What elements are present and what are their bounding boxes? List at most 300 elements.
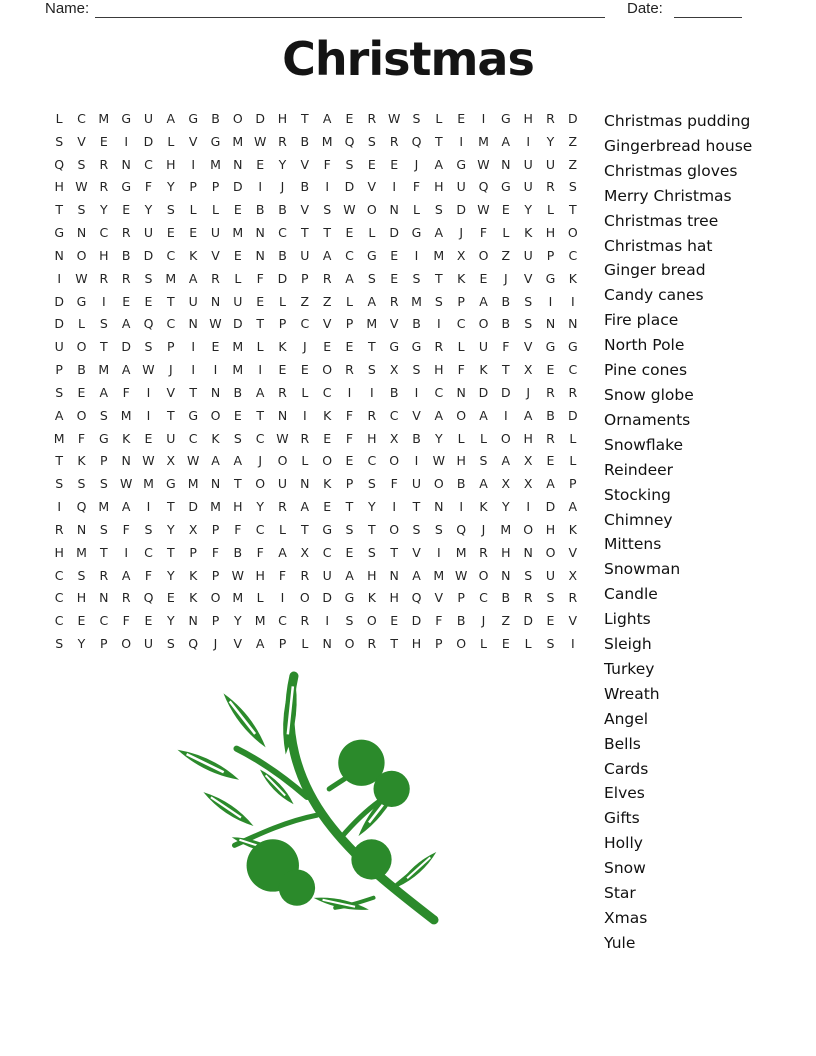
grid-letter: R [99,567,109,583]
grid-letter: J [503,270,508,286]
grid-letter: Y [234,613,242,629]
grid-letter: A [479,293,488,309]
grid-letter: N [501,567,511,583]
grid-letter: C [166,316,176,332]
grid-letter: D [143,247,154,263]
grid-letter: N [456,384,466,400]
grid-letter: G [456,156,466,172]
grid-letter: A [322,110,332,126]
grid-letter: A [501,133,511,149]
grid-letter: L [346,293,353,309]
grid-letter: Y [144,202,153,218]
grid-letter: N [121,156,131,172]
grid-letter: C [345,247,354,263]
grid-letter: O [344,636,355,652]
grid-letter: S [367,544,376,560]
olive-branch-icon [168,668,440,930]
grid-letter: N [188,316,198,332]
grid-letter: N [76,225,87,241]
grid-letter: U [143,225,154,241]
grid-letter: C [367,453,377,469]
grid-letter: X [523,476,533,492]
grid-letter: P [211,179,220,195]
grid-letter: Q [188,636,199,652]
grid-letter: V [367,179,377,195]
grid-letter: O [366,613,377,629]
grid-letter: I [414,384,419,400]
grid-letter: D [121,339,131,355]
grid-letter: Q [411,590,422,606]
grid-letter: I [481,110,486,126]
grid-letter: O [366,202,377,218]
grid-letter: N [523,544,533,560]
grid-letter: R [345,362,354,378]
grid-letter: Y [278,156,287,172]
grid-letter: T [301,521,309,537]
grid-letter: M [232,225,244,241]
grid-letter: I [436,316,441,332]
grid-letter: X [568,567,578,583]
grid-letter: U [456,179,466,195]
grid-letter: Y [368,499,376,515]
grid-letter: S [546,590,555,606]
grid-letter: A [255,636,265,652]
grid-letter: L [301,636,309,652]
grid-letter: H [434,179,444,195]
grid-letter: S [55,636,64,652]
grid-letter: S [99,407,108,423]
grid-letter: H [523,430,533,446]
grid-letter: B [233,544,243,560]
grid-letter: X [300,544,310,560]
grid-letter: S [479,453,488,469]
word-list-item: Gifts [604,809,640,828]
grid-letter: U [188,293,198,309]
grid-letter: M [232,133,244,149]
grid-letter: H [434,362,444,378]
grid-letter: M [210,499,221,515]
grid-letter: I [325,613,329,629]
grid-letter: A [121,567,131,583]
grid-letter: R [367,110,377,126]
grid-letter: I [191,339,195,355]
grid-letter: I [146,499,151,515]
grid-letter: A [322,247,332,263]
grid-letter: S [233,430,242,446]
word-list-item: Yule [604,933,636,952]
word-list-item: Wreath [604,684,660,703]
grid-letter: Q [143,316,154,332]
grid-letter: I [280,590,285,606]
grid-letter: H [367,430,377,446]
grid-letter: V [389,316,399,332]
grid-letter: A [121,362,131,378]
grid-letter: E [390,156,399,172]
word-list-item: Angel [604,709,649,728]
grid-letter: D [411,613,422,629]
word-list-item: Snowman [604,560,681,579]
word-list-item: Christmas tree [604,211,719,230]
grid-letter: S [546,636,555,652]
grid-letter: S [55,476,64,492]
word-list-item: Christmas pudding [604,112,751,130]
grid-letter: C [144,544,153,560]
grid-letter: L [524,636,532,652]
grid-letter: S [434,521,443,537]
grid-letter: C [144,156,153,172]
grid-letter: B [456,476,466,492]
grid-letter: L [234,270,242,286]
grid-letter: P [435,636,443,652]
grid-letter: E [278,362,287,378]
grid-letter: P [546,247,555,263]
grid-letter: C [54,567,64,583]
grid-letter: E [345,544,354,560]
grid-letter: K [479,362,488,378]
grid-letter: U [54,339,64,355]
puzzle-title: Christmas [282,32,534,86]
grid-letter: I [302,407,307,423]
word-list-item: Cards [604,759,649,778]
grid-letter: I [325,179,329,195]
grid-letter: M [411,293,422,309]
grid-letter: H [501,544,511,560]
grid-letter: H [166,156,176,172]
grid-letter: C [568,362,578,378]
grid-letter: E [546,613,555,629]
grid-letter: O [322,453,333,469]
grid-letter: G [54,225,64,241]
grid-letter: I [436,544,441,560]
grid-letter: I [347,384,352,400]
grid-letter: Y [256,499,264,515]
grid-letter: H [277,110,288,126]
grid-letter: B [278,247,287,263]
grid-letter: N [210,476,221,492]
grid-letter: S [412,270,421,286]
grid-letter: T [189,384,197,400]
grid-letter: X [523,453,533,469]
grid-letter: E [345,225,354,241]
grid-letter: D [389,225,399,241]
word-list-item: Gingerbread house [604,136,753,155]
grid-letter: A [300,499,310,515]
grid-letter: V [568,613,578,629]
grid-letter: O [277,453,288,469]
date-blank-line [674,2,742,18]
grid-letter: P [211,521,220,537]
grid-letter: V [211,247,220,263]
grid-letter: A [233,453,243,469]
grid-letter: R [568,384,578,400]
grid-letter: P [211,567,220,583]
grid-letter: X [389,430,399,446]
word-list-item: Lights [604,610,651,629]
grid-letter: A [479,476,488,492]
grid-letter: C [166,247,176,263]
grid-letter: E [323,430,332,446]
grid-letter: D [54,316,64,332]
grid-letter: I [548,293,553,309]
grid-letter: K [189,590,198,606]
grid-letter: E [144,293,153,309]
name-blank-line [95,2,605,18]
grid-letter: E [122,293,131,309]
name-label: Name: [45,0,90,17]
grid-letter: T [301,110,309,126]
grid-letter: W [432,453,446,469]
grid-letter: I [57,270,61,286]
grid-letter: Y [435,430,443,446]
grid-letter: Y [546,133,555,149]
grid-letter: V [523,270,533,286]
grid-letter: C [322,544,332,560]
grid-letter: T [412,499,421,515]
grid-letter: N [121,453,131,469]
grid-letter: P [457,293,465,309]
grid-letter: N [255,225,265,241]
word-list-item: Xmas [604,909,648,927]
grid-letter: G [210,133,221,149]
grid-letter: D [54,293,64,309]
word-list-item: Snow [604,859,646,878]
grid-letter: L [301,453,309,469]
grid-letter: M [98,110,110,126]
grid-letter: N [545,316,556,332]
grid-letter: T [234,476,242,492]
grid-letter: M [321,133,333,149]
grid-letter: E [345,453,354,469]
grid-letter: A [434,225,444,241]
grid-letter: E [501,636,510,652]
grid-letter: U [523,156,533,172]
grid-letter: H [233,499,243,515]
grid-letter: N [188,613,198,629]
grid-letter: R [546,179,555,195]
grid-letter: D [322,590,332,606]
grid-letter: X [188,521,198,537]
grid-letter: S [166,202,175,218]
grid-letter: W [276,430,289,446]
grid-letter: S [524,293,533,309]
grid-letter: V [412,544,421,560]
grid-letter: K [479,499,488,515]
grid-letter: H [54,179,64,195]
grid-letter: I [146,384,151,400]
grid-letter: J [481,613,486,629]
grid-letter: C [77,110,86,126]
grid-letter: U [322,567,332,583]
grid-letter: F [390,476,398,492]
grid-letter: M [455,544,467,560]
grid-letter: S [434,202,443,218]
grid-letter: L [167,133,175,149]
grid-letter: G [188,110,198,126]
grid-letter: N [389,567,399,583]
grid-letter: W [119,476,133,492]
grid-letter: G [165,476,176,492]
grid-letter: R [322,270,332,286]
grid-letter: E [300,362,309,378]
grid-letter: M [433,247,445,263]
grid-letter: I [392,179,396,195]
grid-letter: W [75,179,88,195]
grid-letter: C [479,590,488,606]
grid-letter: L [189,202,197,218]
grid-letter: H [99,247,109,263]
grid-letter: H [76,590,87,606]
grid-letter: S [144,521,153,537]
grid-letter: V [434,590,444,606]
grid-letter: C [278,225,287,241]
grid-letter: Y [77,636,86,652]
grid-letter: G [500,179,511,195]
grid-letter: W [142,362,155,378]
grid-letter: G [344,590,355,606]
grid-letter: S [144,339,153,355]
grid-letter: B [211,110,220,126]
grid-letter: B [121,247,131,263]
grid-letter: B [233,384,243,400]
grid-letter: A [121,316,131,332]
grid-letter: T [368,521,376,537]
grid-letter: N [233,156,243,172]
grid-letter: P [301,270,309,286]
grid-letter: J [280,179,285,195]
grid-letter: P [100,453,108,469]
grid-letter: Q [143,590,154,606]
grid-letter: U [478,339,489,355]
word-list-item: Turkey [604,659,655,678]
grid-letter: B [300,179,310,195]
grid-letter: K [323,407,332,423]
grid-letter: L [256,590,264,606]
grid-letter: I [526,133,530,149]
grid-letter: D [523,613,533,629]
grid-letter: O [232,110,243,126]
grid-letter: S [412,521,421,537]
grid-letter: F [345,407,354,423]
grid-letter: P [211,613,220,629]
grid-letter: H [545,521,556,537]
grid-letter: D [545,499,556,515]
grid-letter: T [100,544,108,560]
grid-letter: G [121,110,131,126]
grid-letter: T [55,202,63,218]
grid-letter: I [459,499,463,515]
grid-letter: T [167,407,175,423]
grid-letter: A [412,567,421,583]
grid-letter: M [120,407,132,423]
word-search-grid [48,107,584,655]
grid-letter: C [278,613,287,629]
grid-letter: B [412,316,421,332]
grid-letter: E [323,339,332,355]
grid-letter: O [121,636,132,652]
grid-letter: S [77,202,86,218]
grid-letter: G [76,293,87,309]
grid-letter: R [99,270,109,286]
grid-letter: N [76,521,87,537]
grid-letter: I [258,362,262,378]
grid-letter: O [210,590,221,606]
grid-letter: A [434,407,444,423]
grid-letter: R [546,110,555,126]
grid-letter: R [99,156,109,172]
grid-letter: A [278,544,287,560]
date-label: Date: [627,0,663,17]
grid-letter: U [143,110,154,126]
grid-letter: D [255,110,265,126]
grid-letter: H [411,636,422,652]
grid-letter: N [277,407,288,423]
grid-letter: F [412,179,421,195]
word-list-item: Elves [604,784,645,803]
grid-letter: N [434,499,444,515]
grid-letter: N [300,476,310,492]
grid-letter: R [99,179,109,195]
grid-letter: L [457,339,465,355]
grid-letter: G [121,179,131,195]
grid-letter: E [144,613,153,629]
grid-letter: D [143,133,154,149]
grid-letter: S [345,613,354,629]
grid-letter: F [144,567,153,583]
grid-letter: C [54,590,64,606]
grid-letter: O [433,476,444,492]
grid-letter: L [279,293,286,309]
grid-letter: R [121,225,131,241]
grid-letter: S [77,567,86,583]
grid-letter: V [568,544,578,560]
grid-letter: T [256,407,264,423]
word-list-item: Merry Christmas [604,186,732,205]
grid-letter: K [524,225,533,241]
grid-letter: L [212,202,219,218]
grid-letter: A [479,407,488,423]
grid-letter: Y [524,202,532,218]
grid-letter: U [411,476,422,492]
grid-letter: F [278,567,287,583]
grid-letter: F [144,179,153,195]
grid-letter: S [524,316,533,332]
grid-letter: B [389,384,399,400]
grid-letter: E [256,293,265,309]
grid-letter: C [322,384,332,400]
grid-letter: D [456,202,466,218]
grid-letter: B [412,430,421,446]
grid-letter: E [345,110,354,126]
grid-letter: B [255,202,265,218]
grid-letter: F [211,544,220,560]
grid-letter: Y [167,521,175,537]
grid-letter: P [345,476,354,492]
grid-letter: P [345,316,354,332]
grid-letter: J [302,339,307,355]
grid-letter: G [545,339,556,355]
grid-letter: P [189,179,197,195]
grid-letter: O [456,636,467,652]
grid-letter: K [122,430,131,446]
grid-letter: L [480,430,487,446]
grid-letter: J [459,225,463,241]
grid-letter: A [345,567,354,583]
grid-letter: R [546,430,555,446]
word-list [604,109,752,956]
grid-letter: N [210,384,221,400]
grid-letter: F [479,225,488,241]
grid-letter: D [568,110,578,126]
